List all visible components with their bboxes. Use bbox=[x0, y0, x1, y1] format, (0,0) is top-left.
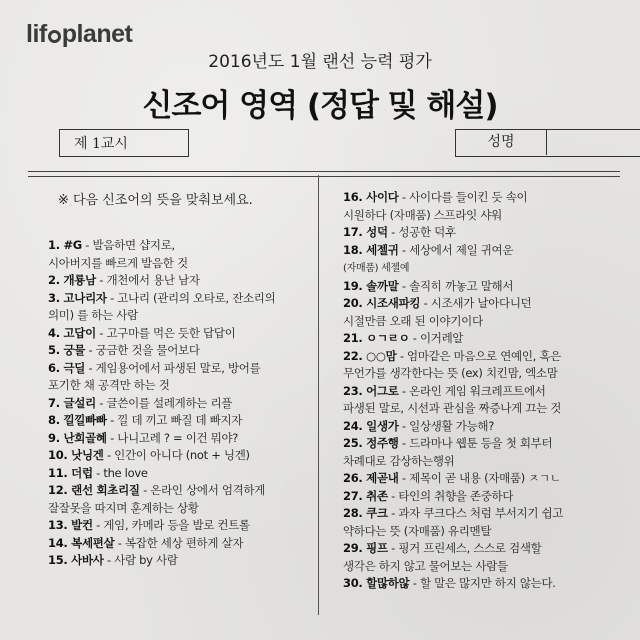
vocab-item bbox=[48, 535, 316, 553]
vocab-definition-continued: 약하다는 뜻 (자매품) 유리멘탈 bbox=[343, 523, 492, 538]
exam-subtitle: 2016년도 1월 랜선 능력 평가 bbox=[208, 52, 432, 72]
vocab-definition-continued: 차례대로 감상하는행위 bbox=[343, 453, 455, 468]
vocab-term: 10. 낫닝겐 bbox=[48, 448, 104, 462]
vocab-item bbox=[48, 552, 316, 570]
vocab-item bbox=[343, 505, 625, 540]
vocab-definition: - 솔직히 까놓고 말해서 bbox=[398, 278, 514, 293]
vocab-term: 13. 발컨 bbox=[48, 518, 93, 532]
vocab-item bbox=[343, 575, 625, 593]
vocab-item bbox=[343, 488, 625, 506]
vocab-term: 19. 솔까말 bbox=[343, 278, 399, 293]
vocab-definition-continued: 시원하다 (자매품) 스프라잇 샤워 bbox=[343, 207, 502, 222]
vocab-definition: - 핑거 프린세스, 스스로 검색할 bbox=[387, 541, 542, 555]
vocab-definition: - 이거레알 bbox=[409, 331, 464, 345]
vocab-item bbox=[48, 517, 316, 535]
vocab-term: 15. 사바사 bbox=[48, 553, 104, 567]
vocab-item bbox=[343, 278, 625, 296]
left-column bbox=[48, 237, 316, 570]
vocab-item bbox=[343, 242, 625, 278]
vocab-term: 12. 랜선 회초리질 bbox=[48, 483, 140, 497]
vocab-definition-continued: 파생된 말로, 시선과 관심을 짜증나게 끄는 것 bbox=[343, 401, 562, 415]
vocab-definition: - 개천에서 용난 남자 bbox=[95, 273, 200, 287]
vocab-item bbox=[48, 482, 316, 517]
vocab-item bbox=[48, 272, 316, 290]
vocab-term: 29. 핑프 bbox=[343, 541, 388, 555]
vocab-term: 2. 개룡남 bbox=[48, 273, 96, 287]
vocab-item bbox=[343, 348, 625, 383]
vocab-term: 9. 난희골혜 bbox=[48, 430, 107, 445]
vocab-item bbox=[343, 540, 625, 575]
vocab-item bbox=[48, 325, 316, 343]
vocab-item bbox=[343, 383, 625, 418]
vocab-item bbox=[48, 290, 316, 325]
vocab-term: 3. 고나리자 bbox=[48, 290, 107, 305]
vocab-definition-continued: 생각은 하지 않고 물어보는 사람들 bbox=[343, 558, 508, 573]
vocab-item bbox=[343, 189, 625, 224]
name-label: 성명 bbox=[456, 130, 547, 155]
vocab-term: 30. 할많하않 bbox=[343, 576, 410, 590]
period-box: 제 1교시 bbox=[59, 129, 189, 157]
vocab-definition: - 사람 by 사람 bbox=[103, 553, 178, 567]
vocab-definition-continued: 시아버지를 빠르게 발음한 것 bbox=[48, 255, 188, 270]
vocab-definition: - 나니고레 ? = 이건 뭐야? bbox=[106, 430, 239, 445]
exam-header-row bbox=[45, 129, 615, 159]
top-rule-2 bbox=[28, 176, 620, 177]
vocab-definition-continued: 포기한 채 공격만 하는 것 bbox=[48, 378, 170, 392]
vocab-item bbox=[343, 470, 625, 488]
vocab-definition: - 발음하면 샵지로, bbox=[81, 238, 175, 252]
vocab-term: 5. 궁물 bbox=[48, 343, 86, 357]
vocab-definition: - 사이다를 들이킨 듯 속이 bbox=[398, 190, 528, 204]
vocab-definition: - 할 말은 많지만 하지 않는다. bbox=[409, 576, 556, 590]
vocab-item bbox=[343, 330, 625, 348]
vocab-term: 27. 취존 bbox=[343, 488, 388, 503]
vocab-term: 4. 고답이 bbox=[48, 325, 96, 340]
vocab-term: 1. #G bbox=[48, 238, 82, 252]
vocab-term: 14. 복세편살 bbox=[48, 535, 115, 550]
vocab-definition: - the love bbox=[92, 465, 148, 480]
vocab-item bbox=[343, 295, 625, 330]
vocab-term: 26. 제곧내 bbox=[343, 471, 399, 485]
vocab-definition: - 낄 데 끼고 빠질 데 빠지자 bbox=[106, 413, 243, 427]
vocab-item bbox=[343, 224, 625, 242]
vocab-definition: - 시조새가 날아다니던 bbox=[420, 296, 532, 310]
vocab-definition-continued: 시절만큼 오래 된 이야기이다 bbox=[343, 313, 483, 328]
logo-ring-icon bbox=[48, 30, 61, 43]
top-rule bbox=[28, 171, 620, 172]
vocab-definition-continued: 무언가를 생각한다는 뜻 (ex) 치킨맘, 엑소맘 bbox=[343, 366, 558, 380]
vocab-term: 18. 세젤귀 bbox=[343, 242, 399, 257]
vocab-item bbox=[48, 360, 316, 395]
vocab-definition: - 세상에서 제일 귀여운 bbox=[398, 242, 514, 257]
vocab-term: 17. 성덕 bbox=[343, 225, 388, 239]
vocab-definition-continued: 의미) 를 하는 사람 bbox=[48, 308, 138, 322]
vocab-definition-continued: (자매품) 세젤예 bbox=[343, 263, 410, 274]
vocab-term: 7. 글설리 bbox=[48, 395, 96, 410]
vocab-item bbox=[48, 237, 316, 272]
vocab-definition: - 복잡한 세상 편하게 살자 bbox=[114, 535, 244, 550]
vocab-definition: - 제목이 곧 내용 (자매품) ㅈㄱㄴ bbox=[398, 471, 561, 485]
vocab-item bbox=[343, 435, 625, 470]
vocab-term: 22. ○○맘 bbox=[343, 348, 397, 363]
vocab-term: 21. ㅇㄱㄹㅇ bbox=[343, 331, 410, 345]
vocab-definition: - 인간이 아니다 (not + 닝겐) bbox=[103, 448, 250, 462]
vocab-definition: - 온라인 게임 워크레프트에서 bbox=[398, 383, 546, 398]
vocab-term: 11. 더럽 bbox=[48, 465, 93, 480]
vocab-definition: - 고구마를 먹은 듯한 답답이 bbox=[95, 325, 236, 340]
vocab-item bbox=[48, 465, 316, 483]
vocab-term: 25. 정주행 bbox=[343, 436, 399, 450]
vocab-term: 6. 극딜 bbox=[48, 360, 86, 375]
vocab-term: 8. 낄낄빠빠 bbox=[48, 413, 107, 427]
column-divider bbox=[318, 175, 319, 615]
vocab-definition: - 성공한 덕후 bbox=[387, 225, 456, 239]
page-title: 신조어 영역 (정답 및 해설) bbox=[142, 88, 498, 124]
vocab-definition: - 궁금한 것을 물어보다 bbox=[85, 343, 200, 357]
vocab-item bbox=[48, 342, 316, 360]
vocab-definition: - 글쓴이를 설레게하는 리플 bbox=[95, 395, 233, 410]
vocab-item bbox=[343, 418, 625, 436]
vocab-term: 28. 쿠크 bbox=[343, 506, 388, 520]
vocab-definition: - 게임, 카메라 등을 발로 컨트롤 bbox=[92, 518, 250, 532]
lifeplanet-logo: lif planet bbox=[26, 20, 133, 48]
vocab-definition: - 고나리 (관리의 오타로, 잔소리의 bbox=[106, 290, 276, 305]
vocab-definition-continued: 잘잘못을 따지며 훈계하는 상황 bbox=[48, 500, 199, 515]
vocab-definition: - 엄마같은 마음으로 연예인, 혹은 bbox=[396, 348, 561, 363]
vocab-definition: - 과자 쿠크다스 처럼 부서지기 쉽고 bbox=[387, 506, 564, 520]
vocab-definition: - 게임용어에서 파생된 말로, 방어를 bbox=[85, 360, 261, 375]
vocab-definition: - 온라인 상에서 엄격하게 bbox=[139, 483, 266, 497]
vocab-term: 24. 일생가 bbox=[343, 418, 399, 433]
vocab-term: 20. 시조새파킹 bbox=[343, 296, 421, 310]
vocab-item bbox=[48, 395, 316, 413]
vocab-term: 16. 사이다 bbox=[343, 190, 399, 204]
right-column bbox=[343, 189, 625, 593]
vocab-item bbox=[48, 412, 316, 430]
vocab-term: 23. 어그로 bbox=[343, 383, 399, 398]
vocab-item bbox=[48, 430, 316, 448]
instruction-text: ※ 다음 신조어의 뜻을 맞춰보세요. bbox=[58, 193, 253, 208]
vocab-definition: - 일상생활 가능해? bbox=[398, 418, 494, 433]
vocab-item bbox=[48, 447, 316, 465]
name-box bbox=[455, 129, 640, 157]
vocab-definition: - 드라마나 웹툰 등을 첫 회부터 bbox=[398, 436, 553, 450]
vocab-definition: - 타인의 취향을 존중하다 bbox=[387, 488, 514, 503]
